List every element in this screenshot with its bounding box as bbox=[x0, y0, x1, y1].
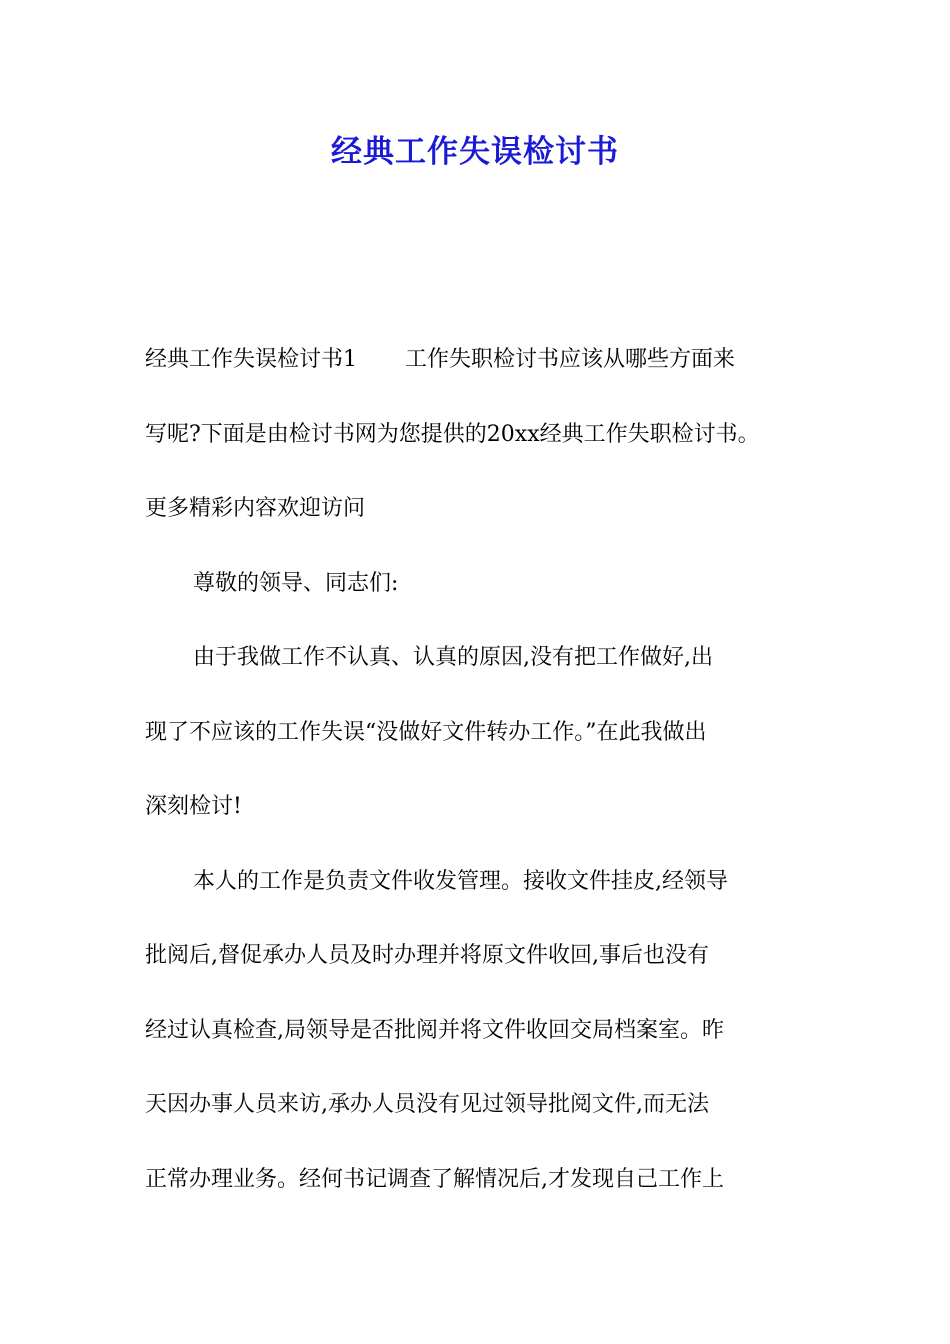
document-title: 经典工作失误检讨书 bbox=[331, 134, 619, 170]
paragraph-line: 正常办理业务。经何书记调查了解情况后,才发现自己工作上 bbox=[145, 1166, 724, 1192]
paragraph-line: 由于我做工作不认真、认真的原因,没有把工作做好,出 bbox=[193, 645, 713, 670]
paragraph-line: 批阅后,督促承办人员及时办理并将原文件收回,事后也没有 bbox=[145, 943, 709, 968]
paragraph-line: 现了不应该的工作失误“没做好文件转办工作。”在此我做出 bbox=[145, 719, 707, 745]
paragraph-line: 深刻检讨! bbox=[145, 794, 242, 819]
section-heading: 经典工作失误检讨书1 bbox=[145, 347, 357, 372]
paragraph-line: 经过认真检查,局领导是否批阅并将文件收回交局档案室。昨 bbox=[145, 1017, 724, 1043]
document-body bbox=[145, 332, 810, 1226]
paragraph-line: 更多精彩内容欢迎访问 bbox=[145, 496, 366, 521]
paragraph-line: 本人的工作是负责文件收发管理。接收文件挂皮,经领导 bbox=[193, 868, 728, 894]
salutation: 尊敬的领导、同志们: bbox=[193, 570, 399, 596]
paragraph-line bbox=[145, 332, 810, 407]
intro-text: 工作失职检讨书应该从哪些方面来 bbox=[405, 347, 736, 372]
paragraph-line: 写呢?下面是由检讨书网为您提供的20xx经典工作失职检讨书。 bbox=[145, 421, 760, 447]
paragraph-line: 天因办事人员来访,承办人员没有见过领导批阅文件,而无法 bbox=[145, 1092, 709, 1117]
